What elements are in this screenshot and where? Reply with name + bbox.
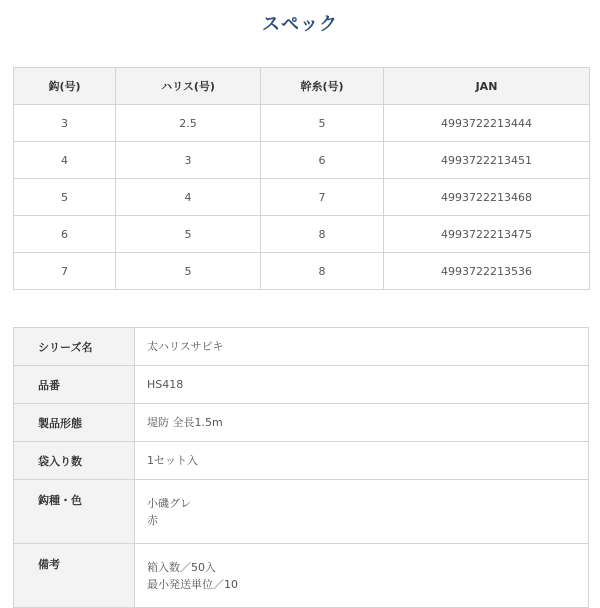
info-value-line: 赤 (147, 513, 158, 527)
info-value (135, 442, 589, 480)
header-hook-size: 鈎(号) (14, 68, 116, 105)
info-value (135, 328, 589, 366)
info-value-line: HS418 (147, 378, 184, 391)
page-title: スペック (262, 14, 338, 35)
info-label: 製品形態 (14, 404, 135, 442)
info-value (135, 366, 589, 404)
header-main-line-size: 幹糸(号) (261, 68, 384, 105)
info-value-line: 小磯グレ (147, 496, 191, 510)
cell-jan: 4993722213536 (384, 253, 590, 290)
cell-main-line-size: 5 (261, 105, 384, 142)
info-label: 鈎種・色 (14, 480, 135, 544)
cell-hook-size: 5 (14, 179, 116, 216)
table-row (14, 216, 590, 253)
header-jan: JAN (384, 68, 590, 105)
info-value (135, 544, 589, 608)
table-row (14, 253, 590, 290)
cell-main-line-size: 6 (261, 142, 384, 179)
cell-hook-size: 7 (14, 253, 116, 290)
cell-leader-size: 4 (116, 179, 261, 216)
info-label: 品番 (14, 366, 135, 404)
info-value (135, 404, 589, 442)
info-label: 備考 (14, 544, 135, 608)
table-row (14, 105, 590, 142)
cell-jan: 4993722213468 (384, 179, 590, 216)
cell-leader-size: 5 (116, 253, 261, 290)
cell-jan: 4993722213444 (384, 105, 590, 142)
info-row-series-name (14, 328, 589, 366)
info-value-line: 堤防 全長1.5m (147, 416, 223, 429)
cell-hook-size: 6 (14, 216, 116, 253)
info-row-product-form (14, 404, 589, 442)
cell-main-line-size: 7 (261, 179, 384, 216)
table-row (14, 142, 590, 179)
info-label: シリーズ名 (14, 328, 135, 366)
cell-hook-size: 3 (14, 105, 116, 142)
info-row-pack-quantity (14, 442, 589, 480)
cell-jan: 4993722213475 (384, 216, 590, 253)
cell-jan: 4993722213451 (384, 142, 590, 179)
info-row-hook-type-color (14, 480, 589, 544)
info-row-product-number (14, 366, 589, 404)
info-value-line: 最小発送単位／10 (147, 577, 238, 591)
cell-leader-size: 5 (116, 216, 261, 253)
cell-leader-size: 3 (116, 142, 261, 179)
info-value-line: 1セット入 (147, 454, 198, 467)
spec-table-header-row (14, 68, 590, 105)
info-value-line: 箱入数／50入 (147, 560, 216, 574)
header-leader-size: ハリス(号) (116, 68, 261, 105)
table-row (14, 179, 590, 216)
cell-leader-size: 2.5 (116, 105, 261, 142)
cell-hook-size: 4 (14, 142, 116, 179)
info-value-line: 太ハリスサビキ (147, 340, 224, 353)
cell-main-line-size: 8 (261, 216, 384, 253)
info-label: 袋入り数 (14, 442, 135, 480)
product-info-table (13, 327, 589, 608)
cell-main-line-size: 8 (261, 253, 384, 290)
info-row-remarks (14, 544, 589, 608)
spec-table (13, 67, 590, 290)
info-value (135, 480, 589, 544)
